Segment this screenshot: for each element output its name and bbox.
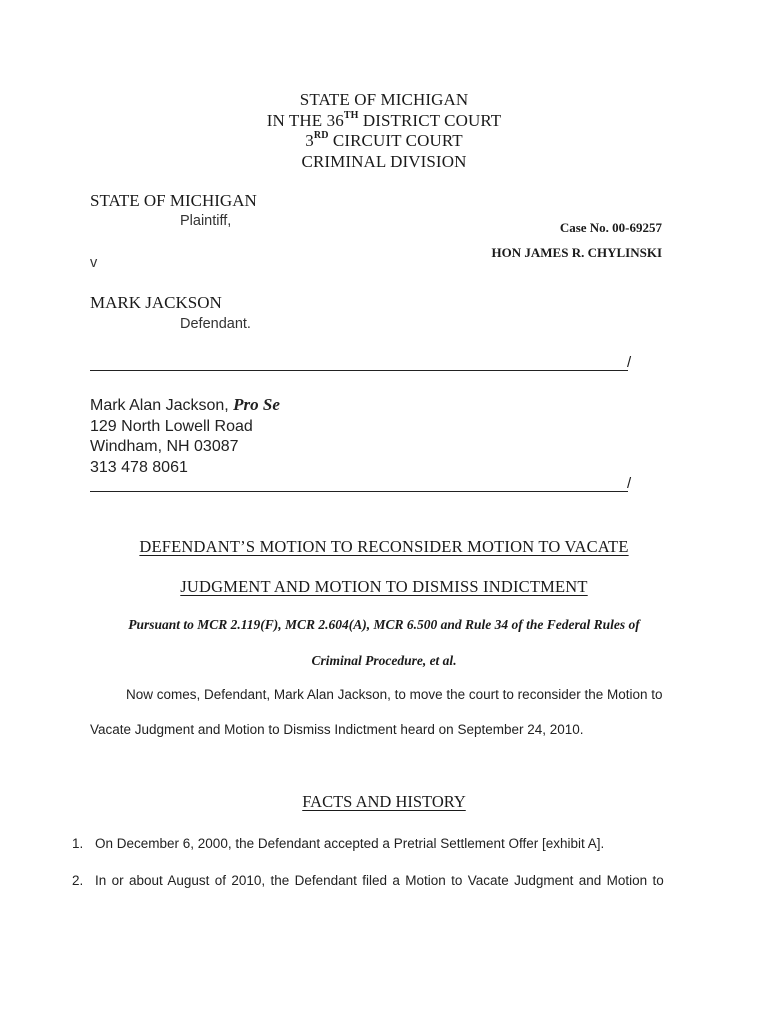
court-division: CRIMINAL DIVISION xyxy=(301,151,467,171)
plaintiff-name: STATE OF MICHIGAN xyxy=(90,191,257,210)
caption-divider xyxy=(90,370,628,371)
caption-divider-end: / xyxy=(627,354,632,371)
fact-number: 2. xyxy=(72,873,84,888)
court-circuit: 3RD CIRCUIT COURT xyxy=(305,130,463,150)
court-state: STATE OF MICHIGAN xyxy=(299,90,469,109)
fact-text: In or about August of 2010, the Defendant filed a Motion to Vacate Judgment and Motion to xyxy=(95,873,664,888)
pursuant-line-1: Pursuant to MCR 2.119(F), MCR 2.604(A), MCR 6.500 and Rule 34 of the Federal Rules of xyxy=(128,617,640,632)
facts-heading: FACTS AND HISTORY xyxy=(302,792,466,811)
filer-divider-end: / xyxy=(627,475,632,492)
case-number: Case No. 00-69257 xyxy=(559,220,662,235)
fact-text: On December 6, 2000, the Defendant accepted a Pretrial Settlement Offer [exhibit A]. xyxy=(95,836,605,851)
court-header xyxy=(0,90,768,172)
defendant-role: Defendant. xyxy=(180,316,251,332)
motion-title-line-2: JUDGMENT AND MOTION TO DISMISS INDICTMENT xyxy=(180,577,588,596)
filer-block xyxy=(90,395,280,478)
intro-line-2: Vacate Judgment and Motion to Dismiss Indictment heard on September 24, 2010. xyxy=(90,722,584,737)
filer-name: Mark Alan Jackson, Pro Se xyxy=(90,395,280,414)
pursuant-line-2: Criminal Procedure, et al. xyxy=(311,653,457,668)
judge-name: HON JAMES R. CHYLINSKI xyxy=(491,245,662,260)
versus: v xyxy=(90,255,98,271)
filer-phone: 313 478 8061 xyxy=(90,458,188,476)
filer-street: 129 North Lowell Road xyxy=(90,417,253,435)
defendant-name: MARK JACKSON xyxy=(90,293,222,312)
plaintiff-role: Plaintiff, xyxy=(180,213,232,229)
intro-line-1: Now comes, Defendant, Mark Alan Jackson, to move the court to reconsider the Motion to xyxy=(126,687,663,702)
filer-status: Pro Se xyxy=(233,395,280,414)
court-district: IN THE 36TH DISTRICT COURT xyxy=(266,109,502,130)
motion-title-line-1: DEFENDANT’S MOTION TO RECONSIDER MOTION TO VACATE xyxy=(139,537,629,556)
fact-number: 1. xyxy=(72,836,84,851)
filer-divider xyxy=(90,491,628,492)
filer-city: Windham, NH 03087 xyxy=(90,438,239,455)
